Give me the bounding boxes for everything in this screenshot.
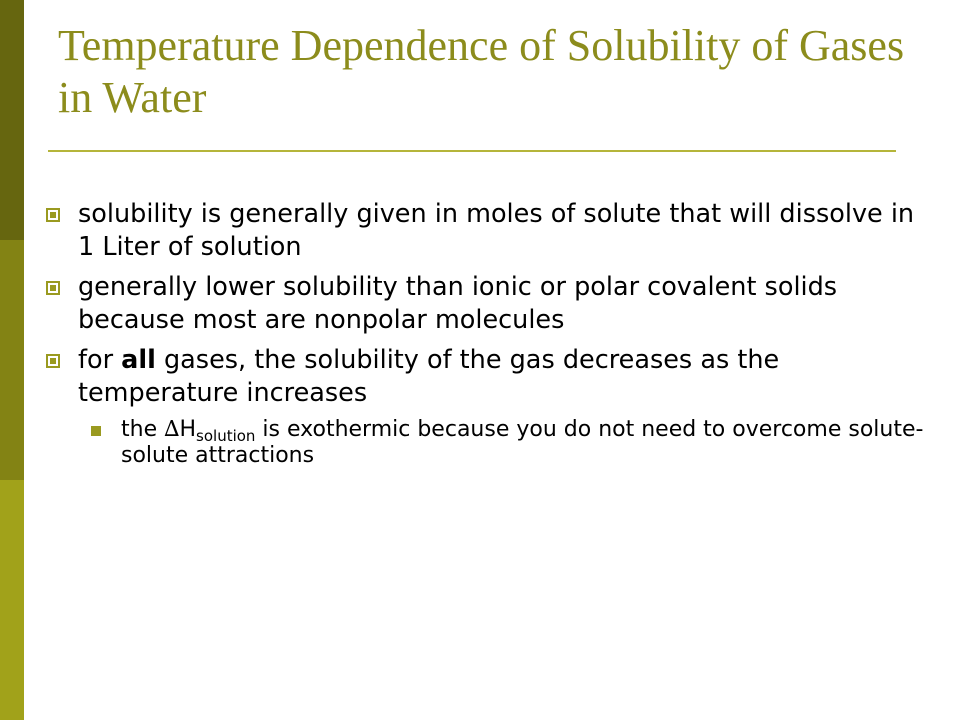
enthalpy-symbol: H (179, 417, 197, 442)
sidebar-stripe (0, 0, 24, 720)
delta-symbol: ∆ (164, 417, 180, 442)
bullet-text-prefix: for (78, 345, 122, 375)
sidebar-segment-top (0, 0, 24, 240)
enthalpy-subscript: solution (196, 427, 256, 445)
bullet-text-emphasis: all (121, 345, 156, 375)
bullet-text: generally lower solubility than ionic or polar covalent solids because most are nonpolar molecules (78, 272, 838, 335)
sidebar-segment-bottom (0, 480, 24, 720)
filled-square-bullet-icon (91, 426, 101, 436)
bullet-text-suffix: gases, the solubility of the gas decreases as the temperature increases (78, 345, 780, 408)
sub-bullet-item-1 (44, 417, 924, 469)
bullet-item-3 (44, 344, 924, 410)
bullet-item-2 (44, 271, 924, 337)
bullet-text: solubility is generally given in moles of solute that will dissolve in 1 Liter of solution (78, 199, 915, 262)
square-bullet-icon (46, 281, 60, 295)
sub-bullet-text-prefix: the (121, 417, 165, 442)
square-bullet-icon (46, 208, 60, 222)
slide-title: Temperature Dependence of Solubility of Gases in Water (58, 21, 905, 122)
bullet-item-1 (44, 198, 924, 264)
sub-bullet-text-suffix: is exothermic because you do not need to overcome solute-solute attractions (121, 417, 924, 468)
sidebar-segment-middle (0, 240, 24, 480)
slide-body (44, 198, 924, 469)
square-bullet-icon (46, 354, 60, 368)
title-divider (48, 150, 896, 152)
